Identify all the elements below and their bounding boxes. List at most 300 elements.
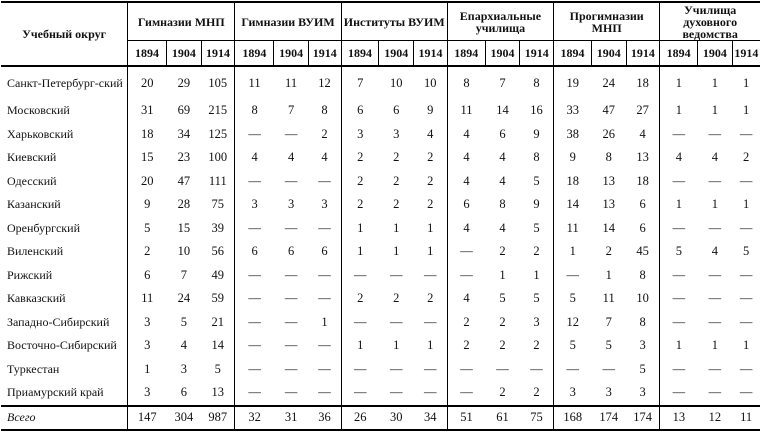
total-cell: 174 <box>626 406 660 430</box>
year-header: 1914 <box>308 41 341 67</box>
year-header: 1914 <box>201 41 235 67</box>
table-cell: 2 <box>499 244 506 259</box>
table-cell: 2 <box>414 170 448 194</box>
table-row <box>1 311 760 335</box>
table-cell: — <box>708 314 722 329</box>
table-cell: 3 <box>144 314 151 329</box>
table-cell: — <box>284 291 298 306</box>
table-cell: — <box>390 267 403 282</box>
district-name: Оренбургский <box>1 217 128 241</box>
total-cell: 12 <box>698 406 733 430</box>
table-cell: 6 <box>357 103 364 118</box>
table-cell: 14 <box>602 220 615 235</box>
header-row-groups <box>1 2 760 41</box>
table-cell: 4 <box>180 338 187 353</box>
total-cell: 30 <box>379 406 414 430</box>
year-header: 1914 <box>626 41 660 67</box>
table-cell: 2 <box>463 314 470 329</box>
table-row <box>1 170 760 194</box>
table-cell: — <box>708 291 722 306</box>
year-header: 1914 <box>520 41 554 67</box>
table-row <box>1 381 760 406</box>
table-cell: 24 <box>602 75 615 90</box>
table-cell: — <box>414 381 448 406</box>
table-cell: 2 <box>414 287 448 311</box>
table-cell: 18 <box>626 170 660 194</box>
table-cell: 19 <box>566 75 579 90</box>
schools-table <box>1 1 760 431</box>
table-cell: 2 <box>499 314 506 329</box>
group-header: Училища духовного ведомства <box>660 2 760 41</box>
table-cell: 100 <box>201 146 235 170</box>
table-cell: 1 <box>499 267 506 282</box>
table-cell: 5 <box>520 287 554 311</box>
year-header: 1894 <box>554 41 592 67</box>
table-cell: — <box>284 173 298 188</box>
table-cell: 7 <box>180 267 187 282</box>
table-cell: 15 <box>141 150 154 165</box>
table-cell: — <box>672 314 686 329</box>
table-cell: — <box>672 220 686 235</box>
year-header: 1904 <box>591 41 626 67</box>
table-cell: 111 <box>201 170 235 194</box>
table-cell: 1 <box>144 361 151 376</box>
table-cell: 8 <box>626 311 660 335</box>
year-header: 1904 <box>379 41 414 67</box>
table-cell: — <box>248 291 261 306</box>
district-name: Виленский <box>1 240 128 264</box>
table-row <box>1 146 760 170</box>
year-header: 1894 <box>128 41 167 67</box>
table-cell: 9 <box>520 123 554 147</box>
group-header: Епархиальные училища <box>447 2 553 41</box>
year-header: 1914 <box>414 41 448 67</box>
table-cell: — <box>739 314 753 329</box>
table-cell: — <box>308 170 341 194</box>
table-cell: 4 <box>711 244 719 259</box>
total-cell: 75 <box>520 406 554 430</box>
table-row <box>1 217 760 241</box>
table-cell: — <box>390 385 403 400</box>
table-cell: 1 <box>393 338 400 353</box>
table-row <box>1 99 760 123</box>
district-name: Московский <box>1 99 128 123</box>
table-cell: 4 <box>626 123 660 147</box>
table-cell: 12 <box>308 66 341 99</box>
table-cell: — <box>739 291 753 306</box>
total-cell: 304 <box>166 406 201 430</box>
table-cell: 4 <box>675 150 683 165</box>
district-name: Туркестан <box>1 358 128 382</box>
table-cell: 6 <box>463 197 470 212</box>
table-cell: 5 <box>675 244 683 259</box>
table-cell: — <box>248 361 261 376</box>
table-cell: 3 <box>569 385 576 400</box>
table-cell: 9 <box>414 99 448 123</box>
table-cell: 105 <box>201 66 235 99</box>
table-cell: 8 <box>463 75 470 90</box>
table-cell: 8 <box>308 99 341 123</box>
table-cell: — <box>284 338 298 353</box>
table-cell: — <box>284 126 298 141</box>
table-cell: 2 <box>520 381 554 406</box>
table-cell: — <box>566 267 579 282</box>
table-cell: 2 <box>357 173 364 188</box>
table-cell: — <box>414 311 448 335</box>
table-cell: 2 <box>393 291 400 306</box>
table-cell: — <box>354 361 367 376</box>
table-cell: 39 <box>201 217 235 241</box>
table-cell: 9 <box>569 150 576 165</box>
group-header: Гимназии ВУИМ <box>235 2 341 41</box>
table-cell: 16 <box>520 99 554 123</box>
table-cell: 10 <box>390 75 403 90</box>
table-cell: — <box>354 314 367 329</box>
table-cell: — <box>248 267 261 282</box>
table-cell: 20 <box>141 75 154 90</box>
table-cell: — <box>284 220 298 235</box>
table-cell: 69 <box>177 103 191 118</box>
table-cell: — <box>308 381 341 406</box>
total-cell: 168 <box>554 406 592 430</box>
table-cell: 4 <box>463 126 470 141</box>
table-cell: — <box>672 126 686 141</box>
total-cell: 51 <box>447 406 485 430</box>
table-cell: 34 <box>177 126 191 141</box>
table-cell: 9 <box>144 197 151 212</box>
table-cell: 1 <box>393 244 400 259</box>
table-cell: 4 <box>463 150 470 165</box>
table-cell: — <box>496 361 509 376</box>
year-header: 1904 <box>274 41 309 67</box>
table-cell: 14 <box>201 334 235 358</box>
table-cell: — <box>284 385 298 400</box>
table-cell: 11 <box>602 291 615 306</box>
table-cell: — <box>284 361 298 376</box>
table-cell: 5 <box>569 338 576 353</box>
table-cell: 56 <box>201 240 235 264</box>
table-cell: — <box>248 173 261 188</box>
table-cell: 15 <box>177 220 191 235</box>
table-row <box>1 66 760 99</box>
table-cell: 1 <box>357 338 364 353</box>
table-cell: 5 <box>626 358 660 382</box>
district-name: Приамурский край <box>1 381 128 406</box>
table-cell: 6 <box>287 244 295 259</box>
table-cell: 8 <box>251 103 258 118</box>
table-cell: 4 <box>499 220 506 235</box>
table-cell: 1 <box>711 338 719 353</box>
table-cell: 215 <box>201 99 235 123</box>
table-cell: — <box>672 291 686 306</box>
table-cell: — <box>284 267 298 282</box>
table-cell: 4 <box>711 150 719 165</box>
table-cell: 4 <box>463 220 470 235</box>
table-cell: 2 <box>308 123 341 147</box>
table-cell: 5 <box>569 291 576 306</box>
year-header: 1904 <box>698 41 733 67</box>
group-header: Институты ВУИМ <box>341 2 447 41</box>
table-cell: 20 <box>141 173 154 188</box>
total-cell: 61 <box>485 406 520 430</box>
total-cell: 31 <box>274 406 309 430</box>
table-cell: 1 <box>675 338 683 353</box>
table-cell: — <box>390 314 403 329</box>
table-cell: 3 <box>287 197 295 212</box>
table-cell: — <box>708 385 722 400</box>
table-cell: 5 <box>520 217 554 241</box>
district-name: Одесский <box>1 170 128 194</box>
table-cell: 7 <box>499 75 506 90</box>
group-header: Гимназии МНП <box>128 2 235 41</box>
table-row <box>1 358 760 382</box>
table-cell: — <box>708 220 722 235</box>
table-cell: — <box>390 361 403 376</box>
table-cell: — <box>248 385 261 400</box>
table-cell: 75 <box>201 193 235 217</box>
table-cell: 1 <box>414 334 448 358</box>
district-column-header: Учебный округ <box>1 2 128 66</box>
table-cell: — <box>672 173 686 188</box>
table-cell: 1 <box>711 197 719 212</box>
table-cell: 3 <box>144 338 151 353</box>
table-cell: 3 <box>626 381 660 406</box>
table-cell: — <box>414 358 448 382</box>
table-cell: 3 <box>605 385 612 400</box>
table-cell: 49 <box>201 264 235 288</box>
table-cell: 2 <box>357 197 364 212</box>
table-cell: 27 <box>626 99 660 123</box>
table-cell: — <box>308 358 341 382</box>
table-cell: 6 <box>626 217 660 241</box>
table-cell: 2 <box>605 244 612 259</box>
table-cell: — <box>248 314 261 329</box>
table-cell: — <box>460 361 473 376</box>
table-cell: — <box>520 358 554 382</box>
district-name: Казанский <box>1 193 128 217</box>
table-cell: — <box>739 385 753 400</box>
table-cell: 1 <box>357 220 364 235</box>
table-cell: 1 <box>711 75 719 90</box>
table-cell: 7 <box>287 103 295 118</box>
table-cell: 3 <box>308 193 341 217</box>
table-cell: 28 <box>177 197 191 212</box>
table-cell: 11 <box>285 75 298 90</box>
year-header: 1914 <box>732 41 760 67</box>
table-cell: 13 <box>602 173 615 188</box>
district-name: Киевский <box>1 146 128 170</box>
year-header: 1894 <box>447 41 485 67</box>
table-cell: 7 <box>605 314 612 329</box>
table-cell: 13 <box>201 381 235 406</box>
table-cell: 11 <box>460 103 473 118</box>
table-cell: 6 <box>393 103 400 118</box>
table-cell: 3 <box>251 197 258 212</box>
table-cell: — <box>248 220 261 235</box>
table-cell: 3 <box>180 361 187 376</box>
table-cell: 11 <box>248 75 261 90</box>
table-cell: 4 <box>308 146 341 170</box>
district-name: Восточно-Сибирский <box>1 334 128 358</box>
table-cell: 4 <box>287 150 295 165</box>
table-cell: 1 <box>675 103 683 118</box>
table-cell: 3 <box>626 334 660 358</box>
year-header: 1894 <box>660 41 698 67</box>
table-cell: 2 <box>499 338 506 353</box>
table-cell: — <box>739 267 753 282</box>
table-cell: 8 <box>520 146 554 170</box>
table-cell: — <box>739 126 753 141</box>
table-cell: 6 <box>144 267 151 282</box>
table-cell: 1 <box>520 264 554 288</box>
total-cell: 174 <box>591 406 626 430</box>
table-cell: 13 <box>626 146 660 170</box>
table-cell: 14 <box>566 197 579 212</box>
table-cell: 5 <box>520 170 554 194</box>
table-cell: 4 <box>414 123 448 147</box>
table-cell: — <box>672 385 686 400</box>
table-cell: — <box>672 267 686 282</box>
table-cell: 2 <box>414 146 448 170</box>
year-header: 1904 <box>166 41 201 67</box>
table-cell: 8 <box>605 150 612 165</box>
table-cell: — <box>566 361 579 376</box>
table-cell: 11 <box>141 291 154 306</box>
table-cell: — <box>308 334 341 358</box>
table-row <box>1 193 760 217</box>
table-cell: 2 <box>743 150 750 165</box>
table-cell: — <box>460 267 473 282</box>
table-cell: — <box>308 264 341 288</box>
table-cell: 2 <box>499 385 506 400</box>
table-cell: — <box>739 220 753 235</box>
table-cell: 6 <box>308 240 341 264</box>
table-cell: 7 <box>357 75 364 90</box>
table-cell: — <box>308 217 341 241</box>
table-cell: — <box>308 287 341 311</box>
table-cell: — <box>354 267 367 282</box>
table-cell: 5 <box>180 314 187 329</box>
table-cell: 4 <box>499 173 506 188</box>
table-cell: 2 <box>520 240 554 264</box>
table-cell: 21 <box>201 311 235 335</box>
table-cell: 2 <box>463 338 470 353</box>
table-cell: 1 <box>308 311 341 335</box>
year-header: 1894 <box>341 41 379 67</box>
table-cell: 8 <box>520 66 554 99</box>
table-cell: 33 <box>566 103 579 118</box>
table-cell: — <box>739 173 753 188</box>
table-cell: 45 <box>626 240 660 264</box>
table-cell: 18 <box>141 126 154 141</box>
year-header: 1894 <box>235 41 274 67</box>
table-cell: — <box>672 361 686 376</box>
table-cell: 6 <box>251 244 258 259</box>
table-cell: — <box>708 173 722 188</box>
table-cell: 3 <box>357 126 364 141</box>
district-name: Кавказский <box>1 287 128 311</box>
table-cell: 4 <box>463 173 470 188</box>
district-name: Рижский <box>1 264 128 288</box>
table-cell: 13 <box>602 197 615 212</box>
table-cell: 29 <box>177 75 191 90</box>
table-cell: — <box>284 314 298 329</box>
table-cell: 5 <box>743 244 750 259</box>
total-cell: 147 <box>128 406 167 430</box>
table-cell: 6 <box>626 193 660 217</box>
table-cell: 4 <box>463 291 470 306</box>
table-cell: 2 <box>393 197 400 212</box>
table-cell: — <box>739 361 753 376</box>
table-cell: 1 <box>357 244 364 259</box>
table-cell: 4 <box>251 150 258 165</box>
table-cell: 2 <box>357 150 364 165</box>
table-cell: 10 <box>414 66 448 99</box>
total-cell: 13 <box>660 406 698 430</box>
table-cell: 18 <box>626 66 660 99</box>
table-cell: 2 <box>520 334 554 358</box>
total-cell: 34 <box>414 406 448 430</box>
table-cell: 1 <box>414 240 448 264</box>
table-cell: 38 <box>566 126 579 141</box>
table-cell: 2 <box>393 150 400 165</box>
table-cell: 2 <box>357 291 364 306</box>
table-cell: 10 <box>177 244 191 259</box>
table-cell: — <box>708 267 722 282</box>
table-cell: 1 <box>569 244 576 259</box>
table-cell: — <box>414 264 448 288</box>
total-cell: 11 <box>732 406 760 430</box>
total-row <box>1 406 760 430</box>
table-cell: 26 <box>602 126 615 141</box>
district-name: Западно-Сибирский <box>1 311 128 335</box>
table-cell: 4 <box>499 150 506 165</box>
table-cell: 5 <box>201 358 235 382</box>
table-row <box>1 264 760 288</box>
table-cell: 47 <box>602 103 615 118</box>
table-row <box>1 334 760 358</box>
table-cell: 23 <box>177 150 191 165</box>
total-cell: 987 <box>201 406 235 430</box>
table-cell: — <box>248 126 261 141</box>
table-cell: 2 <box>414 193 448 217</box>
table-cell: 47 <box>177 173 191 188</box>
table-cell: 9 <box>520 193 554 217</box>
table-cell: — <box>460 385 473 400</box>
table-cell: 1 <box>414 217 448 241</box>
table-cell: 1 <box>675 75 683 90</box>
table-cell: 1 <box>711 103 719 118</box>
table-cell: 3 <box>520 311 554 335</box>
table-cell: 1 <box>743 338 750 353</box>
total-cell: 32 <box>235 406 274 430</box>
group-header: Прогимназии МНП <box>554 2 660 41</box>
district-name: Харьковский <box>1 123 128 147</box>
total-cell: 36 <box>308 406 341 430</box>
table-cell: 11 <box>566 220 579 235</box>
table-cell: — <box>460 244 473 259</box>
table-cell: 59 <box>201 287 235 311</box>
table-cell: 2 <box>144 244 151 259</box>
table-cell: 1 <box>393 220 400 235</box>
total-cell: 26 <box>341 406 379 430</box>
table-cell: 24 <box>177 291 191 306</box>
table-cell: 1 <box>605 267 612 282</box>
table-cell: 1 <box>743 103 750 118</box>
table-cell: 8 <box>626 264 660 288</box>
table-cell: 5 <box>605 338 612 353</box>
table-cell: 6 <box>499 126 506 141</box>
